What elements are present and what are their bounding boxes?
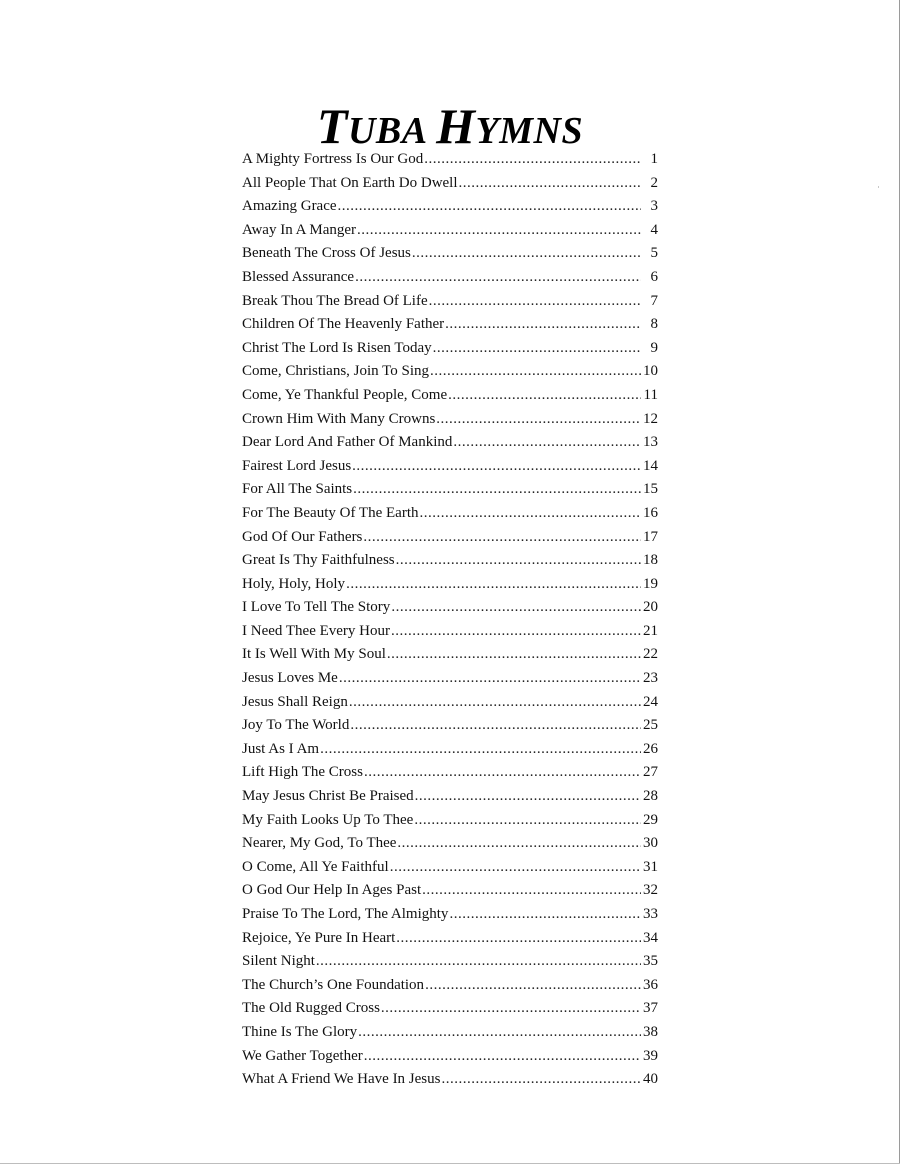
toc-entry-page-number: 39 (643, 1047, 658, 1064)
toc-entry-page-number: 5 (650, 245, 658, 262)
toc-entry (242, 997, 658, 1021)
toc-dot-leader (433, 337, 641, 361)
page-title (0, 98, 900, 155)
toc-entry-page-number: 11 (643, 386, 658, 403)
toc-entry (242, 408, 658, 432)
title-rest-1: UBA (347, 110, 428, 153)
toc-entry (242, 219, 658, 243)
toc-entry (242, 1045, 658, 1069)
toc-entry-title: O Come, All Ye Faithful (242, 858, 389, 875)
toc-entry (242, 1068, 658, 1092)
toc-entry (242, 313, 658, 337)
toc-entry-title: My Faith Looks Up To Thee (242, 811, 414, 828)
toc-entry-title: O God Our Help In Ages Past (242, 882, 422, 899)
toc-entry-title: Rejoice, Ye Pure In Heart (242, 929, 396, 946)
toc-entry-page-number: 35 (643, 953, 658, 970)
toc-entry-page-number: 13 (643, 434, 658, 451)
toc-entry-page-number: 16 (643, 504, 658, 521)
toc-entry-page-number: 31 (643, 858, 658, 875)
toc-dot-leader (364, 761, 641, 785)
toc-entry (242, 856, 658, 880)
toc-dot-leader (422, 879, 641, 903)
toc-entry-title: The Old Rugged Cross (242, 1000, 380, 1017)
toc-dot-leader (448, 384, 641, 408)
toc-entry-page-number: 36 (643, 976, 658, 993)
toc-dot-leader (346, 573, 641, 597)
toc-entry-page-number: 33 (643, 906, 658, 922)
toc-entry-page-number: 27 (643, 764, 658, 781)
toc-dot-leader (391, 596, 641, 620)
toc-dot-leader (396, 549, 641, 573)
toc-entry (242, 384, 658, 408)
toc-entry-page-number: 34 (643, 929, 658, 946)
toc-entry-page-number: 10 (643, 363, 658, 380)
toc-dot-leader (364, 1045, 641, 1069)
toc-dot-leader (412, 242, 641, 266)
toc-entry-page-number: 25 (643, 717, 658, 734)
toc-dot-leader (338, 195, 641, 219)
toc-entry-title: May Jesus Christ Be Praised (242, 788, 414, 805)
toc-entry (242, 290, 658, 314)
toc-entry-title: Silent Night (242, 953, 315, 970)
toc-dot-leader (316, 950, 641, 974)
toc-dot-leader (339, 667, 641, 691)
toc-dot-leader (396, 927, 641, 951)
toc-dot-leader (390, 856, 641, 880)
toc-entry-page-number: 40 (643, 1071, 658, 1088)
toc-entry-title: Amazing Grace (242, 198, 337, 215)
toc-entry (242, 172, 658, 196)
table-of-contents (242, 148, 658, 1092)
toc-entry (242, 455, 658, 479)
toc-entry-title: I Love To Tell The Story (242, 599, 391, 616)
toc-entry-page-number: 6 (650, 268, 658, 285)
toc-entry-title: Come, Ye Thankful People, Come (242, 386, 448, 403)
toc-dot-leader (436, 408, 641, 432)
toc-dot-leader (349, 691, 641, 715)
toc-dot-leader (430, 360, 641, 384)
toc-dot-leader (449, 903, 641, 927)
toc-entry (242, 667, 658, 691)
toc-entry (242, 809, 658, 833)
toc-entry (242, 761, 658, 785)
toc-dot-leader (352, 455, 641, 479)
toc-entry-title: A Mighty Fortress Is Our God (242, 151, 424, 167)
toc-entry-page-number: 22 (643, 646, 658, 663)
toc-entry-page-number: 38 (643, 1023, 658, 1040)
toc-entry-title: Joy To The World (242, 717, 350, 734)
toc-dot-leader (453, 431, 641, 455)
toc-dot-leader (363, 526, 641, 550)
toc-dot-leader (429, 290, 641, 314)
toc-entry-page-number: 9 (650, 339, 658, 356)
toc-entry (242, 620, 658, 644)
toc-entry-page-number: 30 (643, 835, 658, 852)
toc-entry (242, 879, 658, 903)
toc-entry-title: Jesus Shall Reign (242, 693, 348, 710)
toc-entry-title: Away In A Manger (242, 221, 357, 238)
toc-entry (242, 242, 658, 266)
toc-entry-page-number: 15 (643, 481, 658, 498)
toc-entry-title: I Need Thee Every Hour (242, 622, 390, 639)
toc-entry (242, 927, 658, 951)
toc-entry-page-number: 8 (650, 316, 658, 333)
toc-entry-title: Jesus Loves Me (242, 670, 338, 687)
toc-dot-leader (419, 502, 641, 526)
scan-speck (878, 186, 879, 188)
toc-entry-page-number: 3 (650, 198, 658, 215)
toc-entry (242, 738, 658, 762)
toc-entry (242, 337, 658, 361)
toc-entry (242, 195, 658, 219)
toc-entry-title: Lift High The Cross (242, 764, 363, 781)
toc-dot-leader (387, 643, 641, 667)
toc-entry-title: For The Beauty Of The Earth (242, 504, 419, 521)
toc-dot-leader (424, 148, 641, 172)
toc-entry-page-number: 17 (643, 528, 658, 545)
toc-entry (242, 643, 658, 667)
toc-entry-title: We Gather Together (242, 1047, 363, 1064)
toc-entry-title: Fairest Lord Jesus (242, 457, 352, 474)
toc-dot-leader (357, 219, 641, 243)
toc-entry-title: Christ The Lord Is Risen Today (242, 339, 432, 356)
toc-dot-leader (445, 313, 641, 337)
toc-entry-page-number: 2 (650, 174, 658, 191)
toc-entry-title: All People That On Earth Do Dwell (242, 174, 458, 191)
toc-entry (242, 832, 658, 856)
toc-entry-title: Blessed Assurance (242, 268, 355, 285)
toc-entry (242, 549, 658, 573)
toc-entry-page-number: 18 (643, 552, 658, 569)
toc-entry-page-number: 28 (643, 788, 658, 805)
title-initial-1: T (316, 98, 348, 155)
toc-entry-page-number: 1 (650, 151, 658, 167)
toc-entry-title: Praise To The Lord, The Almighty (242, 906, 449, 922)
toc-entry-title: Just As I Am (242, 740, 320, 757)
toc-entry (242, 1021, 658, 1045)
toc-entry-page-number: 7 (650, 292, 658, 309)
toc-entry (242, 974, 658, 998)
toc-entry-page-number: 32 (643, 882, 658, 899)
toc-entry-title: The Church’s One Foundation (242, 976, 425, 993)
toc-dot-leader (381, 997, 641, 1021)
toc-entry-title: It Is Well With My Soul (242, 646, 386, 663)
toc-entry-page-number: 20 (643, 599, 658, 616)
toc-entry-title: Come, Christians, Join To Sing (242, 363, 430, 380)
toc-entry-title: Beneath The Cross Of Jesus (242, 245, 411, 262)
toc-entry-title: Dear Lord And Father Of Mankind (242, 434, 453, 451)
toc-entry-title: What A Friend We Have In Jesus (242, 1071, 441, 1088)
toc-entry-page-number: 24 (643, 693, 658, 710)
toc-entry (242, 950, 658, 974)
toc-entry-title: Thine Is The Glory (242, 1023, 358, 1040)
title-rest-2: YMNS (475, 110, 584, 153)
toc-dot-leader (350, 714, 641, 738)
toc-entry (242, 691, 658, 715)
toc-entry-page-number: 26 (643, 740, 658, 757)
toc-dot-leader (355, 266, 641, 290)
toc-entry-page-number: 37 (643, 1000, 658, 1017)
toc-entry (242, 360, 658, 384)
toc-entry-title: Holy, Holy, Holy (242, 575, 346, 592)
toc-entry-title: God Of Our Fathers (242, 528, 363, 545)
toc-entry-title: For All The Saints (242, 481, 353, 498)
toc-dot-leader (397, 832, 641, 856)
toc-entry-page-number: 19 (643, 575, 658, 592)
toc-entry (242, 431, 658, 455)
toc-dot-leader (353, 478, 641, 502)
toc-entry-page-number: 29 (643, 811, 658, 828)
toc-entry (242, 573, 658, 597)
toc-dot-leader (358, 1021, 641, 1045)
toc-entry (242, 478, 658, 502)
toc-dot-leader (425, 974, 641, 998)
toc-entry-title: Break Thou The Bread Of Life (242, 292, 428, 309)
toc-dot-leader (441, 1068, 641, 1092)
toc-entry (242, 502, 658, 526)
toc-entry (242, 596, 658, 620)
toc-entry-page-number: 14 (643, 457, 658, 474)
toc-entry (242, 526, 658, 550)
toc-dot-leader (459, 172, 641, 196)
toc-entry (242, 148, 658, 172)
toc-entry-title: Nearer, My God, To Thee (242, 835, 397, 852)
toc-entry-title: Children Of The Heavenly Father (242, 316, 445, 333)
toc-entry (242, 266, 658, 290)
toc-entry (242, 714, 658, 738)
toc-dot-leader (391, 620, 641, 644)
toc-entry-page-number: 12 (643, 410, 658, 427)
toc-entry-page-number: 23 (643, 670, 658, 687)
toc-entry-title: Great Is Thy Faithfulness (242, 552, 395, 569)
toc-entry (242, 903, 658, 927)
title-initial-2: H (436, 98, 476, 155)
toc-entry-page-number: 4 (650, 221, 658, 238)
toc-dot-leader (414, 809, 641, 833)
toc-entry (242, 785, 658, 809)
toc-dot-leader (415, 785, 641, 809)
toc-entry-title: Crown Him With Many Crowns (242, 410, 436, 427)
toc-dot-leader (320, 738, 641, 762)
toc-entry-page-number: 21 (643, 622, 658, 639)
